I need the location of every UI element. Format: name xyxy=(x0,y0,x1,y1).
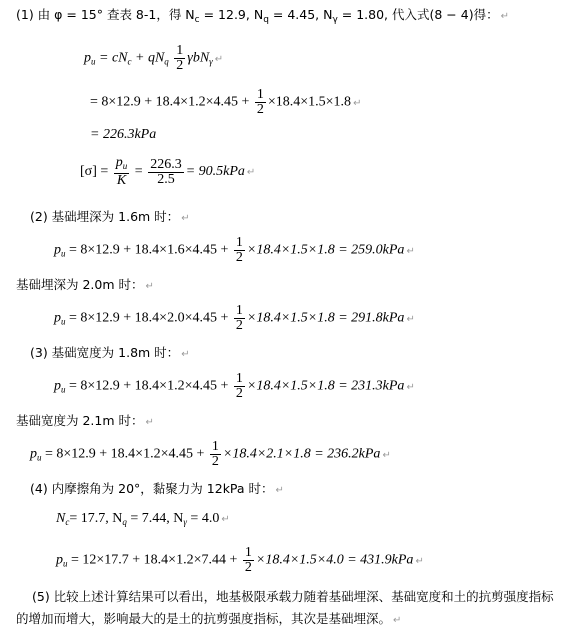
fraction-denominator: 2 xyxy=(235,250,243,265)
bearing-factors-line xyxy=(56,510,230,531)
step3-formula xyxy=(54,372,415,401)
paragraph-mark: ↵ xyxy=(246,167,256,179)
allowable-bearing-line xyxy=(80,156,255,188)
pu-subscript: u xyxy=(61,316,66,327)
fraction-numerator: 1 xyxy=(244,545,252,560)
conclusion-text: (5) 比较上述计算结果可以看出，地基极限承载力随着基础埋深、基础宽度和土的抗剪强度指标的增加而增大，影响最大的是土的抗剪强度指标，其次是基础埋深。 xyxy=(16,589,554,626)
pu-symbol: p xyxy=(84,50,91,66)
fraction-numerator: 1 xyxy=(176,43,184,58)
result-value: = 226.3kPa xyxy=(90,127,157,142)
fraction-denominator: 2.5 xyxy=(157,171,175,187)
paragraph-mark: ↵ xyxy=(275,485,284,496)
ngamma-subscript: γ xyxy=(183,517,187,527)
fraction-denominator: 2 xyxy=(256,102,264,117)
paragraph-mark: ↵ xyxy=(500,11,509,22)
fraction-numerator: 1 xyxy=(235,235,243,250)
half-fraction xyxy=(243,546,254,575)
formula-term-c-sub: c xyxy=(127,56,132,67)
step3b-formula xyxy=(30,440,391,469)
step1-intro xyxy=(16,6,509,29)
fraction-denominator: 2 xyxy=(235,386,243,401)
formula-part-b: ×18.4×1.5×1.8 = 259.0kPa xyxy=(246,242,405,258)
paragraph-mark: ↵ xyxy=(145,281,154,292)
fraction-numerator: 226.3 xyxy=(150,156,182,172)
paragraph-mark: ↵ xyxy=(214,53,224,65)
substitution-line xyxy=(90,88,361,117)
step3-heading-text: (3) 基础宽度为 1.8m 时： xyxy=(30,345,180,360)
step2b-formula xyxy=(54,304,415,333)
conclusion-paragraph xyxy=(16,586,566,632)
pu-subscript: u xyxy=(63,558,68,569)
formula-part-a: = 8×12.9 + 18.4×2.0×4.45 + xyxy=(65,310,229,326)
fraction-numerator: 1 xyxy=(211,439,219,454)
formula-part-b: ×18.4×1.5×1.8 = 231.3kPa xyxy=(246,378,405,394)
paragraph-mark: ↵ xyxy=(181,213,190,224)
fraction-numerator: 1 xyxy=(256,87,264,102)
fraction-denominator: 2 xyxy=(235,318,243,333)
half-fraction xyxy=(174,44,185,73)
pu-symbol: p xyxy=(56,552,63,568)
half-fraction xyxy=(234,372,245,401)
step2-heading-text: (2) 基础埋深为 1.6m 时： xyxy=(30,209,180,224)
step4-heading xyxy=(30,480,284,500)
step3-heading xyxy=(30,344,190,364)
pu-symbol: p xyxy=(54,310,61,326)
fraction-denominator: 2 xyxy=(211,454,219,469)
formula-term-c: = cN xyxy=(95,50,128,66)
formula-term-q-sub: q xyxy=(164,56,169,67)
paragraph-mark: ↵ xyxy=(382,449,391,461)
half-fraction xyxy=(210,440,221,469)
nq-subscript: q xyxy=(122,517,127,527)
formula-term-gamma: γbN xyxy=(187,50,210,66)
formula-part-a: = 8×12.9 + 18.4×1.6×4.45 + xyxy=(65,242,229,258)
nc-value: = 17.7, N xyxy=(69,511,123,526)
substitution-part-b: ×18.4×1.5×1.8 xyxy=(267,94,352,110)
ngamma-value: = 1.80, 代入式 xyxy=(337,7,430,22)
nc-subscript: c xyxy=(65,517,70,527)
paragraph-mark: ↵ xyxy=(221,514,230,525)
step4-heading-text: (4) 内摩擦角为 20°，黏聚力为 12kPa 时： xyxy=(30,481,274,496)
nq-subscript: q xyxy=(263,15,269,25)
fraction-denominator: 2 xyxy=(244,560,252,575)
pu-subscript: u xyxy=(61,384,66,395)
paragraph-mark: ↵ xyxy=(406,313,415,325)
formula-part-b: ×18.4×2.1×1.8 = 236.2kPa xyxy=(222,446,381,462)
pu-symbol: p xyxy=(115,155,123,170)
paragraph-mark: ↵ xyxy=(393,615,402,626)
paragraph-mark: ↵ xyxy=(181,349,190,360)
numeric-fraction xyxy=(148,158,184,187)
pu-symbol: p xyxy=(54,378,61,394)
step1-intro-end: 得： xyxy=(473,7,499,22)
ngamma-value: = 4.0 xyxy=(186,511,220,526)
step2b-heading xyxy=(16,276,154,296)
fraction-denominator: 2 xyxy=(176,58,184,73)
pu-over-k-fraction xyxy=(114,156,130,188)
paragraph-mark: ↵ xyxy=(145,417,154,428)
half-fraction xyxy=(255,88,266,117)
n-symbol: N xyxy=(56,511,66,526)
formula-part-b: ×18.4×1.5×4.0 = 431.9kPa xyxy=(255,552,414,568)
fraction-numerator: 1 xyxy=(235,303,243,318)
equals-sign: = xyxy=(134,164,143,180)
allowable-result: = 90.5kPa xyxy=(185,164,245,180)
fraction-denominator: K xyxy=(116,173,127,188)
formula-part-a: = 8×12.9 + 18.4×1.2×4.45 + xyxy=(65,378,229,394)
paragraph-mark: ↵ xyxy=(415,555,424,567)
pu-subscript: u xyxy=(61,248,66,259)
nq-value: = 4.45, N xyxy=(268,7,333,22)
fraction-numerator xyxy=(114,156,130,174)
formula-term-q: + qN xyxy=(131,50,165,66)
pu-subscript: u xyxy=(37,452,42,463)
formula-part-a: = 8×12.9 + 18.4×1.2×4.45 + xyxy=(41,446,205,462)
general-formula xyxy=(84,44,223,73)
half-fraction xyxy=(234,236,245,265)
paragraph-mark: ↵ xyxy=(406,381,415,393)
step3b-heading xyxy=(16,412,154,432)
paragraph-mark: ↵ xyxy=(406,245,415,257)
sigma-symbol: [σ] = xyxy=(80,164,109,180)
pu-subscript: u xyxy=(122,161,128,171)
pu-subscript: u xyxy=(91,56,96,67)
step2-heading xyxy=(30,208,190,228)
formula-term-gamma-sub: γ xyxy=(209,56,213,67)
step4-formula xyxy=(56,546,424,575)
formula-part-a: = 12×17.7 + 18.4×1.2×7.44 + xyxy=(67,552,238,568)
step2b-heading-text: 基础埋深为 2.0m 时： xyxy=(16,277,144,292)
half-fraction xyxy=(234,304,245,333)
equation-reference: (8 − 4) xyxy=(429,7,474,22)
step1-intro-text: (1) 由 φ = 15° 查表 8-1，得 N xyxy=(16,7,195,22)
pu-symbol: p xyxy=(54,242,61,258)
result-line xyxy=(90,126,156,144)
fraction-numerator: 1 xyxy=(235,371,243,386)
nq-value: = 7.44, N xyxy=(126,511,184,526)
step2-formula xyxy=(54,236,415,265)
ngamma-subscript: γ xyxy=(332,15,338,25)
pu-symbol: p xyxy=(30,446,37,462)
substitution-part-a: = 8×12.9 + 18.4×1.2×4.45 + xyxy=(90,94,250,110)
nc-subscript: c xyxy=(194,15,200,25)
step3b-heading-text: 基础宽度为 2.1m 时： xyxy=(16,413,144,428)
nc-value: = 12.9, N xyxy=(199,7,264,22)
paragraph-mark: ↵ xyxy=(353,97,362,109)
formula-part-b: ×18.4×1.5×1.8 = 291.8kPa xyxy=(246,310,405,326)
